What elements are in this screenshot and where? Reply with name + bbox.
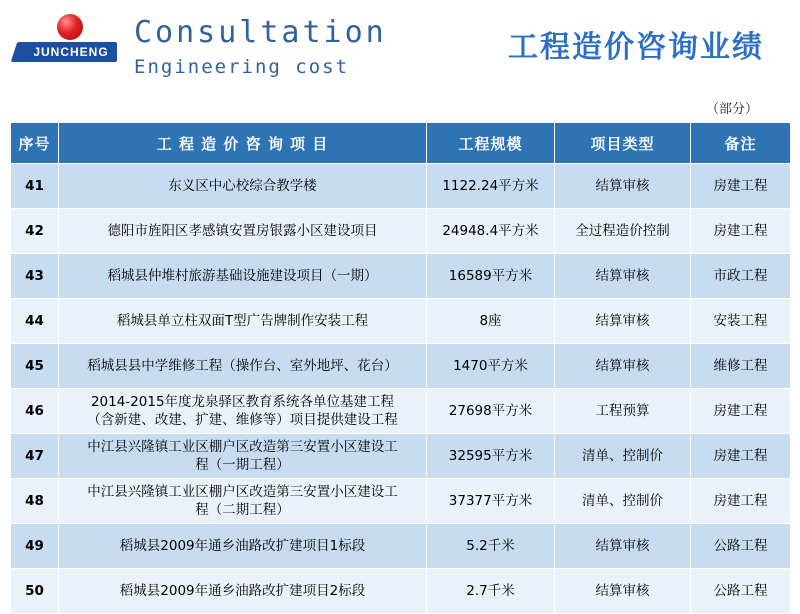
cell-scale: 5.2千米 bbox=[427, 524, 555, 569]
cell-scale: 24948.4平方米 bbox=[427, 209, 555, 254]
logo-wordmark bbox=[23, 42, 116, 62]
table-row bbox=[11, 479, 791, 524]
cell-scale: 27698平方米 bbox=[427, 389, 555, 434]
title-chinese: 工程造价咨询业绩 bbox=[508, 30, 764, 65]
table-container bbox=[0, 122, 800, 614]
cell-type: 结算审核 bbox=[555, 164, 691, 209]
cell-type: 清单、控制价 bbox=[555, 434, 691, 479]
cell-remark: 房建工程 bbox=[691, 164, 791, 209]
cell-project-line1: 2014-2015年度龙泉驿区教育系统各单位基建工程 bbox=[90, 394, 395, 410]
cell-index: 43 bbox=[11, 254, 59, 299]
cell-project bbox=[59, 434, 427, 479]
cell-index: 46 bbox=[11, 389, 59, 434]
cell-type: 结算审核 bbox=[555, 254, 691, 299]
table-row bbox=[11, 389, 791, 434]
cell-project: 德阳市旌阳区孝感镇安置房银露小区建设项目 bbox=[59, 209, 427, 254]
cell-project-line1: 中江县兴隆镇工业区棚户区改造第三安置小区建设工 bbox=[87, 439, 398, 455]
cell-project bbox=[59, 389, 427, 434]
cell-project: 稻城县单立柱双面T型广告牌制作安装工程 bbox=[59, 299, 427, 344]
cell-index: 45 bbox=[11, 344, 59, 389]
cell-project: 稻城县县中学维修工程（操作台、室外地坪、花台） bbox=[59, 344, 427, 389]
cell-project: 稻城县2009年通乡油路改扩建项目1标段 bbox=[59, 524, 427, 569]
table-row bbox=[11, 569, 791, 614]
cell-remark: 公路工程 bbox=[691, 524, 791, 569]
cell-index: 44 bbox=[11, 299, 59, 344]
logo-sphere-icon bbox=[57, 14, 83, 40]
cell-project: 东义区中心校综合教学楼 bbox=[59, 164, 427, 209]
cell-type: 结算审核 bbox=[555, 344, 691, 389]
cell-remark: 房建工程 bbox=[691, 479, 791, 524]
logo-wordmark-text: JUNCHENG bbox=[33, 45, 109, 59]
cell-index: 48 bbox=[11, 479, 59, 524]
table-row bbox=[11, 209, 791, 254]
table-row bbox=[11, 164, 791, 209]
column-header-type: 项目类型 bbox=[555, 123, 691, 164]
projects-table bbox=[10, 122, 791, 614]
cell-scale: 37377平方米 bbox=[427, 479, 555, 524]
cell-project: 稻城县2009年通乡油路改扩建项目2标段 bbox=[59, 569, 427, 614]
cell-project-line1: 中江县兴隆镇工业区棚户区改造第三安置小区建设工 bbox=[87, 484, 398, 500]
title-english bbox=[134, 16, 387, 80]
cell-scale: 8座 bbox=[427, 299, 555, 344]
column-header-index: 序号 bbox=[11, 123, 59, 164]
title-english-line2: Engineering cost bbox=[134, 56, 350, 78]
cell-scale: 2.7千米 bbox=[427, 569, 555, 614]
cell-index: 41 bbox=[11, 164, 59, 209]
cell-project-line2: 程（二期工程） bbox=[195, 502, 290, 518]
cell-project: 稻城县仲堆村旅游基础设施建设项目（一期） bbox=[59, 254, 427, 299]
cell-project-line2: （含新建、改建、扩建、维修等）项目提供建设工程 bbox=[87, 412, 398, 428]
cell-type: 工程预算 bbox=[555, 389, 691, 434]
cell-remark: 市政工程 bbox=[691, 254, 791, 299]
cell-remark: 房建工程 bbox=[691, 389, 791, 434]
partial-note: （部分） bbox=[705, 102, 758, 117]
cell-type: 全过程造价控制 bbox=[555, 209, 691, 254]
cell-scale: 1122.24平方米 bbox=[427, 164, 555, 209]
cell-scale: 32595平方米 bbox=[427, 434, 555, 479]
cell-type: 结算审核 bbox=[555, 299, 691, 344]
cell-type: 结算审核 bbox=[555, 569, 691, 614]
cell-remark: 房建工程 bbox=[691, 434, 791, 479]
document-header bbox=[0, 0, 800, 100]
cell-remark: 公路工程 bbox=[691, 569, 791, 614]
table-row bbox=[11, 434, 791, 479]
table-row bbox=[11, 344, 791, 389]
table-row bbox=[11, 254, 791, 299]
cell-type: 结算审核 bbox=[555, 524, 691, 569]
column-header-scale: 工程规模 bbox=[427, 123, 555, 164]
title-english-line1: Consultation bbox=[134, 15, 387, 50]
column-header-project: 工 程 造 价 咨 询 项 目 bbox=[59, 123, 427, 164]
column-header-remark: 备注 bbox=[691, 123, 791, 164]
cell-index: 42 bbox=[11, 209, 59, 254]
cell-index: 47 bbox=[11, 434, 59, 479]
cell-remark: 安装工程 bbox=[691, 299, 791, 344]
cell-type: 清单、控制价 bbox=[555, 479, 691, 524]
table-row bbox=[11, 299, 791, 344]
cell-remark: 房建工程 bbox=[691, 209, 791, 254]
table-header-row bbox=[11, 123, 791, 164]
cell-project bbox=[59, 479, 427, 524]
cell-scale: 1470平方米 bbox=[427, 344, 555, 389]
cell-index: 49 bbox=[11, 524, 59, 569]
cell-project-line2: 程（一期工程） bbox=[195, 457, 290, 473]
company-logo bbox=[14, 14, 126, 62]
cell-remark: 维修工程 bbox=[691, 344, 791, 389]
cell-scale: 16589平方米 bbox=[427, 254, 555, 299]
table-row bbox=[11, 524, 791, 569]
cell-index: 50 bbox=[11, 569, 59, 614]
